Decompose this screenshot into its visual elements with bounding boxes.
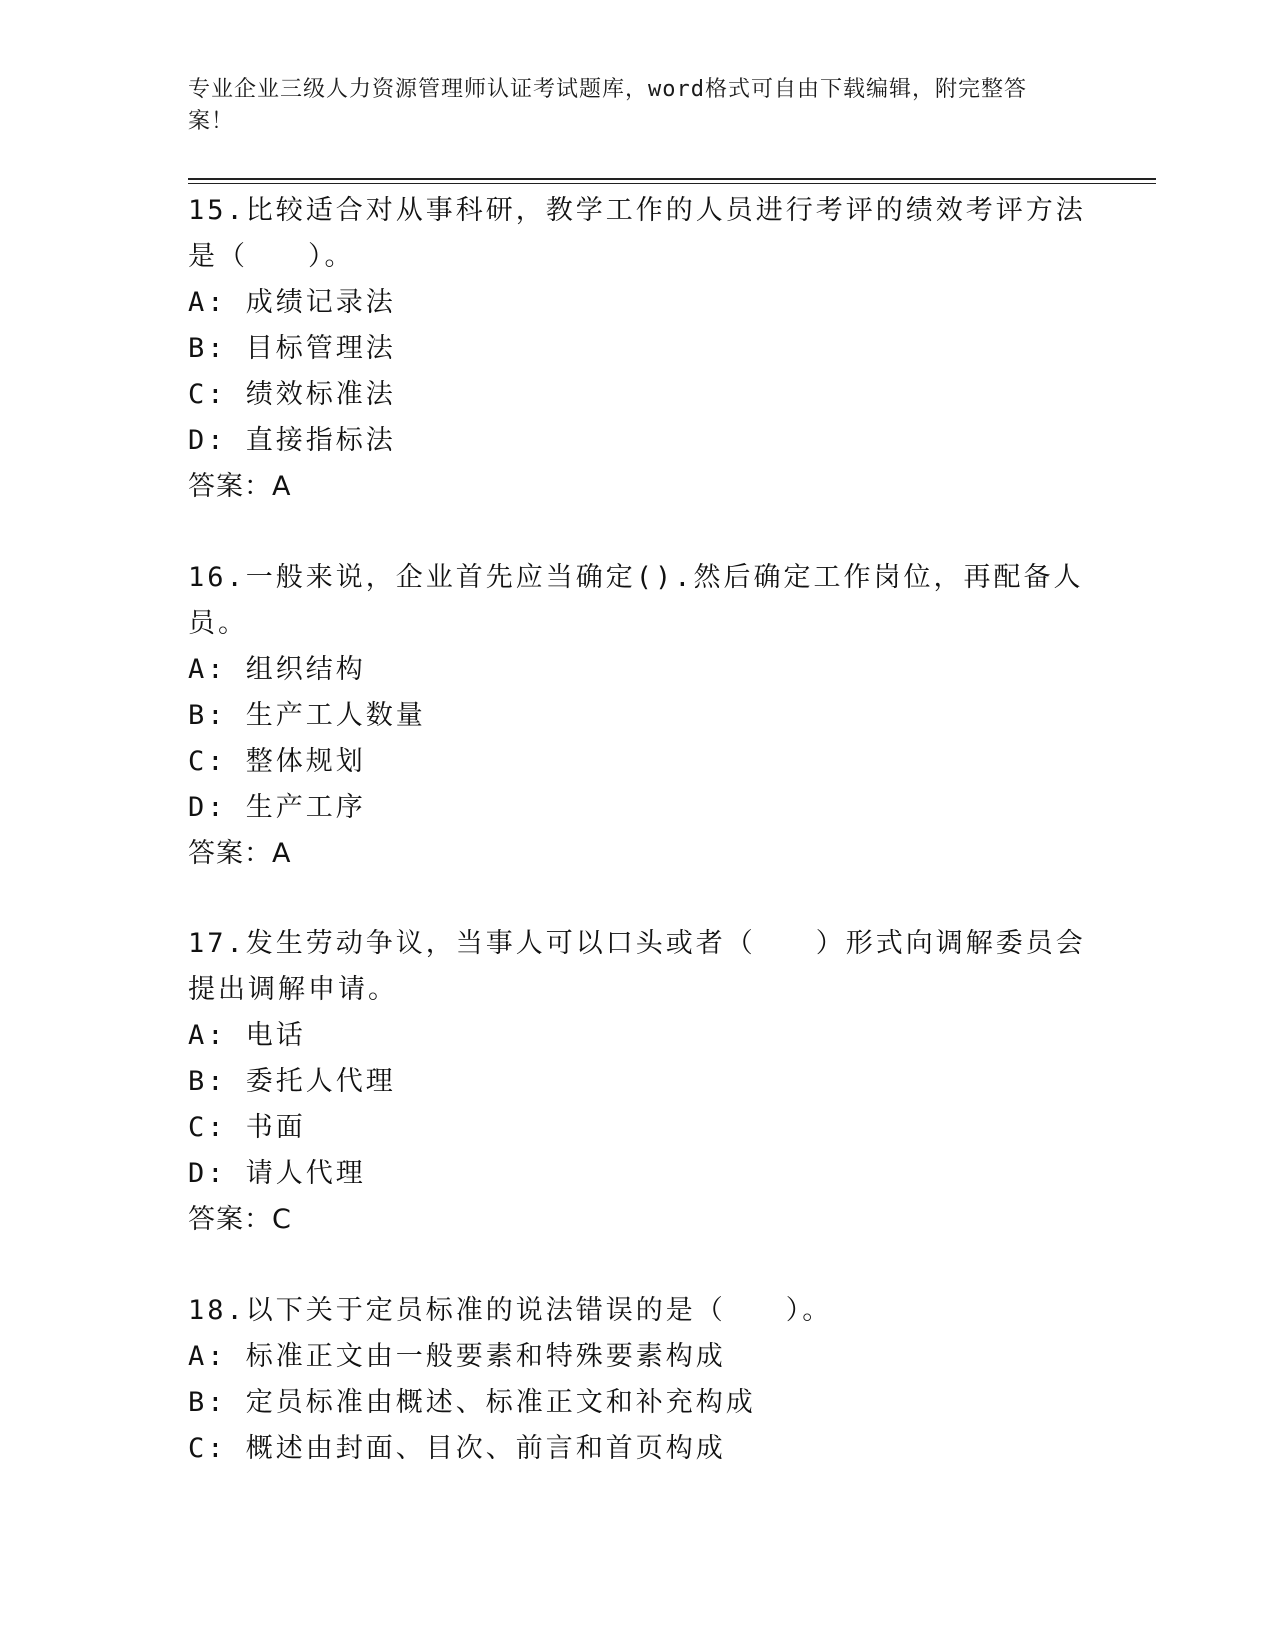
option-a: A: 成绩记录法 xyxy=(188,287,396,318)
option-b: B: 定员标准由概述、标准正文和补充构成 xyxy=(188,1387,756,1418)
header-rule-thick xyxy=(188,178,1156,180)
option-a: A: 组织结构 xyxy=(188,654,366,685)
header-rule-thin xyxy=(188,183,1156,184)
option-b: B: 委托人代理 xyxy=(188,1066,396,1097)
question-stem: 17.发生劳动争议，当事人可以口头或者（ ）形式向调解委员会提出调解申请。 xyxy=(188,928,1086,1005)
question-15 xyxy=(188,188,1088,510)
option-c: C: 书面 xyxy=(188,1112,306,1143)
option-c: C: 整体规划 xyxy=(188,746,366,777)
option-a: A: 电话 xyxy=(188,1020,306,1051)
answer: 答案：C xyxy=(188,1204,292,1235)
option-d: D: 请人代理 xyxy=(188,1158,366,1189)
answer: 答案：A xyxy=(188,838,292,869)
option-d: D: 直接指标法 xyxy=(188,425,396,456)
question-stem: 15.比较适合对从事科研，教学工作的人员进行考评的绩效考评方法是（ ）。 xyxy=(188,195,1086,272)
question-stem: 16.一般来说，企业首先应当确定().然后确定工作岗位，再配备人员。 xyxy=(188,562,1084,639)
option-a: A: 标准正文由一般要素和特殊要素构成 xyxy=(188,1341,726,1372)
option-c: C: 绩效标准法 xyxy=(188,379,396,410)
question-16 xyxy=(188,555,1088,877)
question-17 xyxy=(188,921,1088,1243)
option-c: C: 概述由封面、目次、前言和首页构成 xyxy=(188,1433,726,1464)
question-stem: 18.以下关于定员标准的说法错误的是（ ）。 xyxy=(188,1295,833,1326)
option-b: B: 目标管理法 xyxy=(188,333,396,364)
header-note: 专业企业三级人力资源管理师认证考试题库，word格式可自由下载编辑，附完整答案！ xyxy=(188,77,1027,134)
option-d: D: 生产工序 xyxy=(188,792,366,823)
option-b: B: 生产工人数量 xyxy=(188,700,426,731)
question-18 xyxy=(188,1288,1088,1472)
answer: 答案：A xyxy=(188,471,292,502)
